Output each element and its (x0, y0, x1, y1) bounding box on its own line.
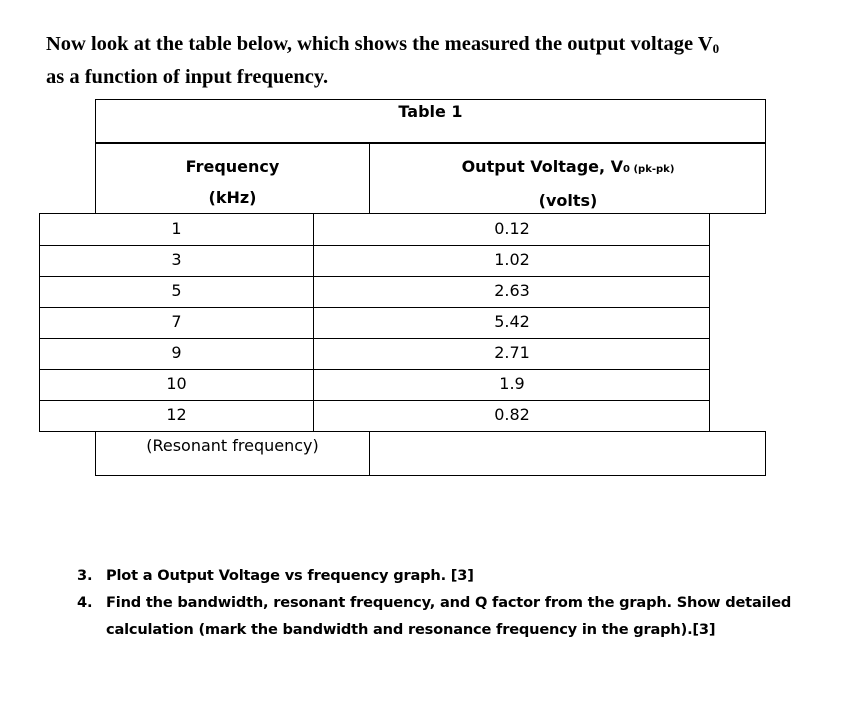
row-frequency: 12 (166, 405, 187, 424)
question-item (77, 562, 817, 589)
row-frequency: 9 (171, 343, 182, 362)
table-title: Table 1 (398, 102, 463, 121)
table-row (40, 276, 709, 307)
table-row (40, 369, 709, 400)
row-frequency: 3 (171, 250, 182, 269)
table-row (40, 400, 709, 431)
resonant-frequency-label: (Resonant frequency) (146, 436, 319, 455)
header-frequency-label: Frequency (185, 157, 280, 176)
intro-line1: Now look at the table below, which shows the measured the output voltage V (46, 33, 713, 55)
table-row (40, 307, 709, 338)
header-frequency-unit: (kHz) (208, 188, 257, 207)
intro-subscript: 0 (712, 41, 720, 56)
row-voltage: 0.82 (494, 405, 530, 424)
question-number: 4. (77, 594, 93, 611)
row-frequency: 10 (166, 374, 187, 393)
header-output-voltage (369, 151, 767, 216)
table-row (40, 245, 709, 276)
question-text: Find the bandwidth, resonant frequency, and Q factor from the graph. Show detailed calculation (mark the bandwidth and resonance frequency in the graph).[3] (106, 594, 792, 638)
table-header-row (95, 142, 766, 214)
intro-line2: as a function of input frequency. (46, 66, 329, 88)
row-frequency: 5 (171, 281, 182, 300)
row-voltage: 2.71 (494, 343, 530, 362)
questions-list (77, 562, 817, 643)
header-voltage-sub: 0 (pk-pk) (623, 164, 675, 175)
header-frequency (96, 151, 369, 213)
row-frequency: 7 (171, 312, 182, 331)
table-row (40, 214, 709, 245)
question-text: Plot a Output Voltage vs frequency graph. [3] (106, 567, 474, 584)
table-row (40, 338, 709, 369)
table-resonant-row (95, 431, 766, 476)
table-title-row (95, 99, 766, 144)
row-voltage: 1.9 (499, 374, 525, 393)
row-voltage: 1.02 (494, 250, 530, 269)
intro-text (46, 30, 836, 91)
row-voltage: 0.12 (494, 219, 530, 238)
header-voltage-unit: (volts) (538, 191, 598, 210)
question-item (77, 589, 817, 643)
header-voltage-label: Output Voltage, V (461, 157, 624, 176)
question-number: 3. (77, 567, 93, 584)
row-voltage: 2.63 (494, 281, 530, 300)
row-frequency: 1 (171, 219, 182, 238)
table-data-block (39, 213, 710, 432)
row-voltage: 5.42 (494, 312, 530, 331)
